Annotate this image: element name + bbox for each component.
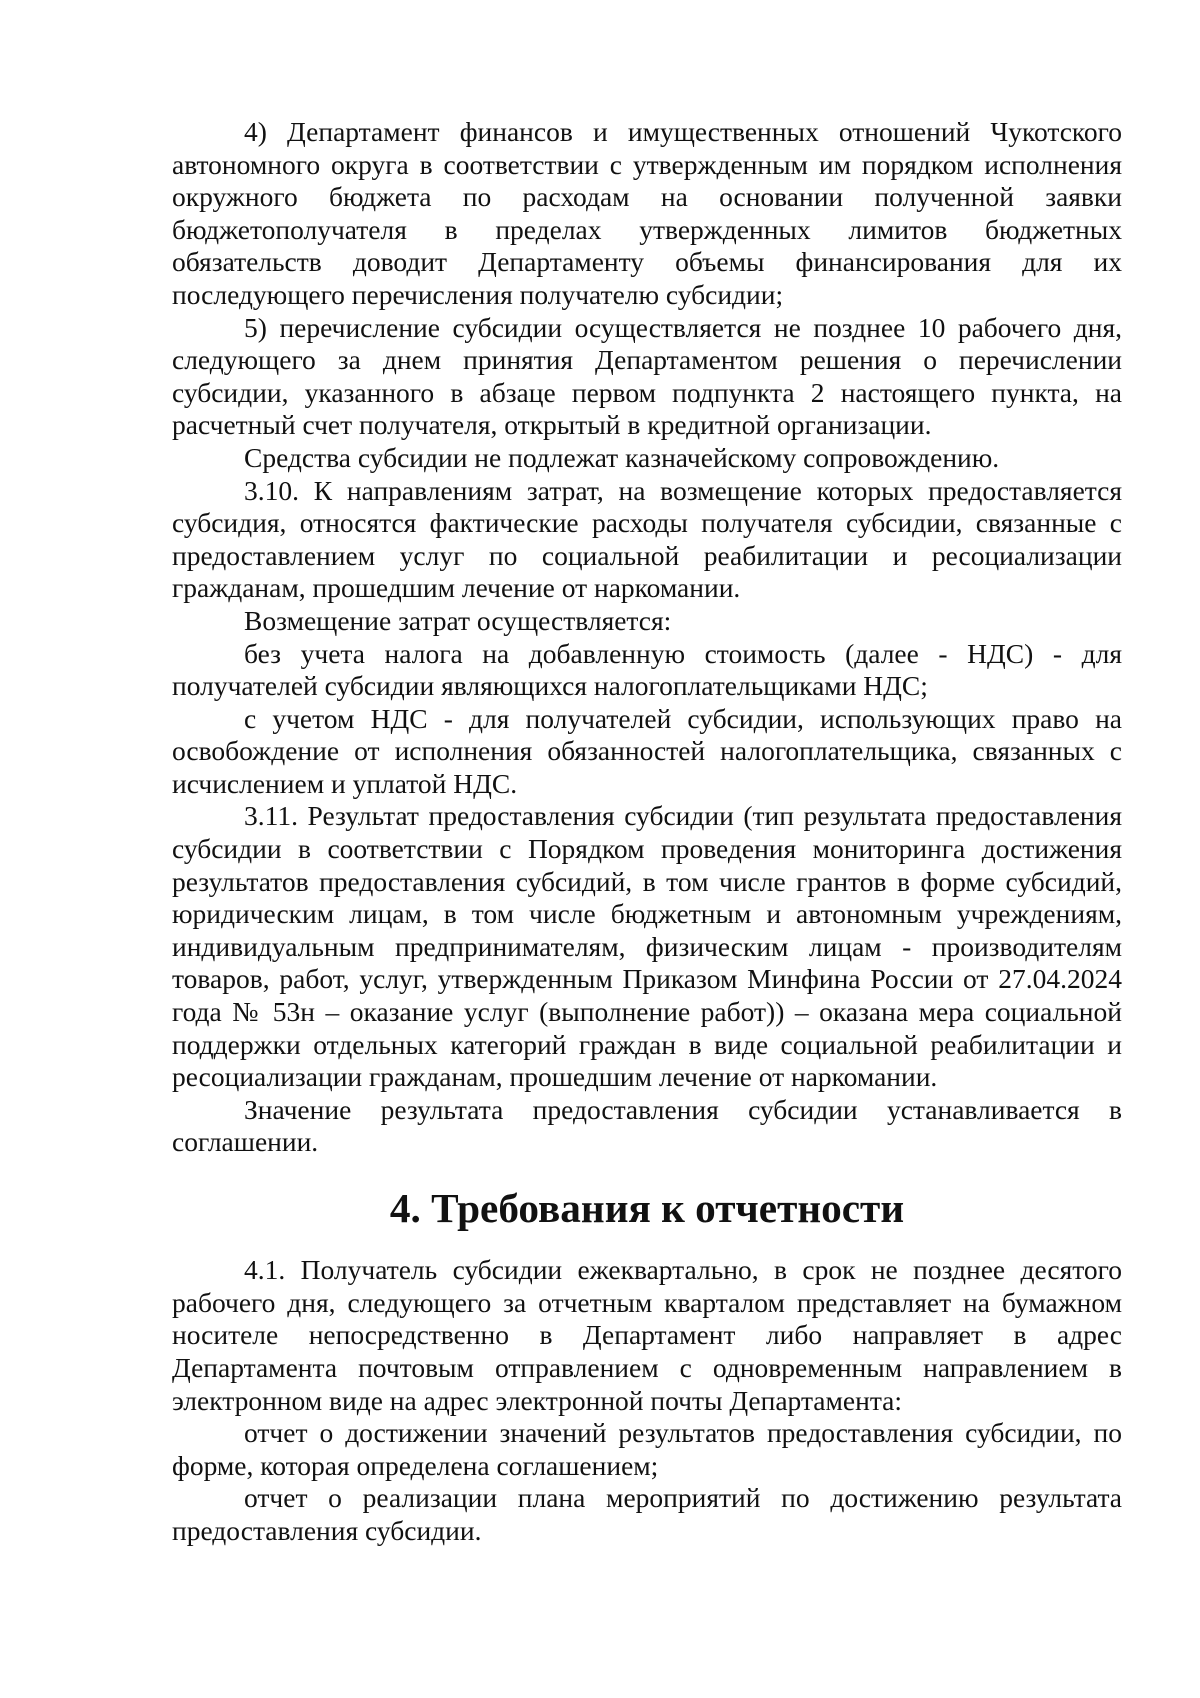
paragraph-with-vat: с учетом НДС - для получателей субсидии, использующих право на освобождение от исполнения обязанностей налогоплательщика, связанных с исчислением и уплатой НДС.	[172, 702, 1122, 799]
paragraph-report-results: отчет о достижении значений результатов предоставления субсидии, по форме, которая определена соглашением;	[172, 1417, 1122, 1481]
section-heading: 4. Требования к отчетности	[389, 1184, 905, 1231]
document-page	[172, 116, 1122, 1548]
paragraph-result-value: Значение результата предоставления субсидии устанавливается в соглашении.	[172, 1093, 1122, 1158]
paragraph-4-financing: 4) Департамент финансов и имущественных отношений Чукотского автономного округа в соответствии с утвержденным им порядком исполнения окружного бюджета по расходам на основании полученной заявки бюджетополучателя в пределах утвержденных лимитов бюджетных обязательств доводит Департаменту объемы финансирования для их последующего перечисления получателю субсидии;	[172, 116, 1122, 310]
paragraph-5-transfer: 5) перечисление субсидии осуществляется не позднее 10 рабочего дня, следующего за днем принятия Департаментом решения о перечислении субсидии, указанного в абзаце первом подпункта 2 настоящего пункта, на расчетный счет получателя, открытый в кредитной организации.	[172, 311, 1122, 441]
paragraph-report-plan: отчет о реализации плана мероприятий по достижению результата предоставления субсидии.	[172, 1482, 1122, 1546]
paragraph-reimbursement: Возмещение затрат осуществляется:	[244, 604, 672, 636]
paragraph-4-1: 4.1. Получатель субсидии ежеквартально, в срок не позднее десятого рабочего дня, следующего за отчетным кварталом представляет на бумажном носителе непосредственно в Департамент либо направляет в адрес Департамента почтовым отправлением с одновременным направлением в электронном виде на адрес электронной почты Департамента:	[172, 1254, 1122, 1416]
paragraph-without-vat: без учета налога на добавленную стоимость (далее - НДС) - для получателей субсидии являющихся налогоплательщиками НДС;	[172, 637, 1122, 702]
paragraph-treasury: Средства субсидии не подлежат казначейскому сопровождению.	[244, 441, 1000, 473]
paragraph-3-11: 3.11. Результат предоставления субсидии (тип результата предоставления субсидии в соответствии с Порядком проведения мониторинга достижения результатов предоставления субсидий, в том числе грантов в форме субсидий, юридическим лицам, в том числе бюджетным и автономным учреждениям, индивидуальным предпринимателям, физическим лицам - производителям товаров, работ, услуг, утвержденным Приказом Минфина России от 27.04.2024 года № 53н – оказание услуг (выполнение работ)) – оказана мера социальной поддержки отдельных категорий граждан в виде социальной реабилитации и ресоциализации гражданам, прошедшим лечение от наркомании.	[172, 800, 1122, 1093]
paragraph-3-10: 3.10. К направлениям затрат, на возмещение которых предоставляется субсидия, относятся фактические расходы получателя субсидии, связанные с предоставлением услуг по социальной реабилитации и ресоциализации гражданам, прошедшим лечение от наркомании.	[172, 474, 1122, 604]
